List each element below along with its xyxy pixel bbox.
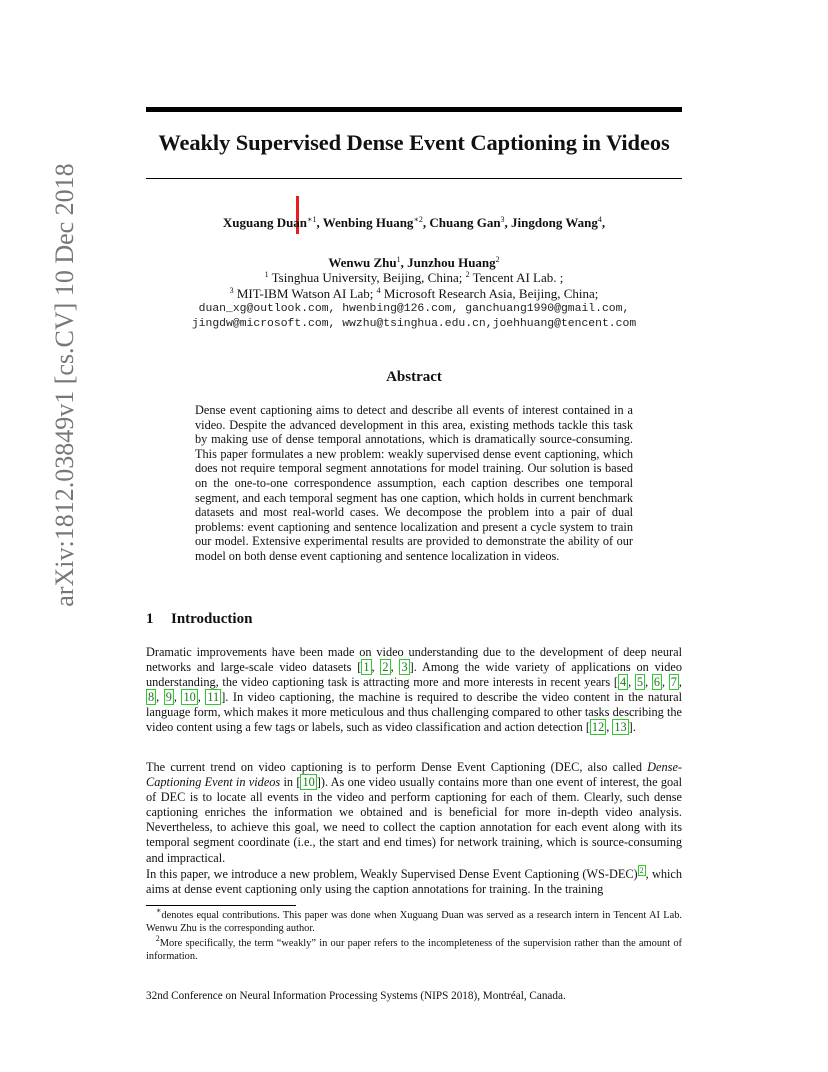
emails-line-1: duan_xg@outlook.com, hwenbing@126.com, ganchuang1990@gmail.com, xyxy=(198,303,630,315)
authors-line-1: Xuguang Duan$^{∗1}$, Wenbing Huang$^{∗2}$, Chuang Gan$^3$, Jingdong Wang$^4$, xyxy=(222,215,606,230)
section-title: Introduction xyxy=(171,611,253,627)
author: Jingdong Wang$^4$ xyxy=(511,215,602,230)
author: Chuang Gan$^3$ xyxy=(429,215,505,230)
conference-note: 32nd Conference on Neural Information Processing Systems (NIPS 2018), Montréal, Canada. xyxy=(146,990,566,1002)
citation-link[interactable]: 6 xyxy=(653,675,660,690)
affiliations-line-1: $^1$ Tsinghua University, Beijing, China; $^2$ Tencent AI Lab. ; xyxy=(264,270,564,285)
citation-link[interactable]: 1 xyxy=(363,660,370,675)
footnote-link[interactable]: 2 xyxy=(639,866,644,875)
citation-link[interactable]: 10 xyxy=(302,775,315,790)
abstract-heading: Abstract xyxy=(386,369,442,385)
citation-link[interactable]: 13 xyxy=(614,720,627,735)
authors-line-2: Wenwu Zhu$^1$, Junzhou Huang$^2$ xyxy=(328,255,500,270)
title-bottom-rule xyxy=(146,178,682,179)
abstract-text: Dense event captioning aims to detect and describe all events of interest contained in a video. Despite the advanced development in this area, existing methods tackle this task by making use of dense temporal annotations, which is dramatically source-consuming. This paper formulates a new problem: weakly supervised dense event captioning, which does not require temporal segment annotations for model training. Our solution is based on the one-to-one correspondence assumption, each caption describes one temporal segment, and each temporal segment has one caption, which holds in current benchmark datasets and most real-world cases. We decompose the problem into a pair of dual problems: event captioning and sentence localization and present a cycle system to train our model. Extensive experimental results are provided to demonstrate the ability of our model on both dense event captioning and sentence localization in videos. xyxy=(195,403,633,563)
footnote-2: $^2$More specifically, the term “weakly” in our paper refers to the incompleteness of the supervision rather than the amount of information. xyxy=(146,934,682,962)
title-top-rule xyxy=(146,107,682,112)
affiliations-line-2: $^3$ MIT-IBM Watson AI Lab; $^4$ Microsoft Research Asia, Beijing, China; xyxy=(229,286,599,301)
intro-paragraph-1: Dramatic improvements have been made on video understanding due to the development of deep neural networks and large-scale video datasets [ 1 , 2 , 3 ]. Among the wide variety of applications on video understanding, the video captioning task is attracting more and more interests in recent years [ 4 , 5 , 6 , 7 , 8 , 9 , 10 , 11 ]. In video captioning, the machine is required to describe the video content in the natural language form, which makes it more meticulous and thus challenging compared to other tasks describing the video content using a few tags or labels, such as video classification and action detection [ 12 , 13 ]. xyxy=(146,645,682,735)
citation-link[interactable]: 4 xyxy=(619,675,627,690)
citation-link[interactable]: 12 xyxy=(591,720,605,735)
intro-paragraph-2: The current trend on video captioning is to perform Dense Event Captioning (DEC, also called Dense-Captioning Event in videos in [ 10 ]). As one video usually contains more than one event of interest, the goal of DEC is to locate all events in the video and perform captioning for each of them. Clearly, such dense captioning enriches the information we obtained and is beneficial for more in-depth video analysis. Nevertheless, to achieve this goal, we need to collect the caption annotation for each event along with its temporal segment coordinate (i.e., the start and end times) for network training, which is source-consuming and impractical. xyxy=(146,760,683,865)
citation-link[interactable]: 7 xyxy=(670,675,677,690)
paper-title: Weakly Supervised Dense Event Captioning in Videos xyxy=(158,130,670,155)
citation-link[interactable]: 9 xyxy=(165,690,172,705)
section-heading xyxy=(146,611,252,628)
citation-link[interactable]: 2 xyxy=(382,660,389,675)
arxiv-sidebar xyxy=(18,40,79,730)
citation-link[interactable]: 8 xyxy=(148,690,155,705)
citation-link[interactable]: 5 xyxy=(636,675,644,690)
citation-link[interactable]: 11 xyxy=(207,690,220,705)
author: Wenbing Huang$^{∗2}$ xyxy=(322,215,423,230)
citation-link[interactable]: 3 xyxy=(401,660,408,675)
author: Junzhou Huang$^2$ xyxy=(407,255,500,270)
emails-line-2: jingdw@microsoft.com, wwzhu@tsinghua.edu.cn,joehhuang@tencent.com xyxy=(191,318,637,330)
author: Xuguang Duan$^{∗1}$ xyxy=(222,215,317,230)
arxiv-identifier: arXiv:1812.03849v1 [cs.CV] 10 Dec 2018 xyxy=(50,163,79,607)
citation-link[interactable]: 10 xyxy=(183,690,196,705)
intro-paragraph-3: In this paper, we introduce a new problem, Weakly Supervised Dense Event Captioning (WS-DEC) $^2$ , which aims at dense event captioning only using the caption annotations for training. In the training xyxy=(146,866,683,897)
footnote-1: ∗denotes equal contributions. This paper was done when Xuguang Duan was served as a research intern in Tencent AI Lab. Wenwu Zhu is the corresponding author. xyxy=(146,906,683,934)
section-number: 1 xyxy=(146,611,154,627)
author: Wenwu Zhu$^1$ xyxy=(328,255,401,270)
footnote-rule xyxy=(146,905,296,906)
